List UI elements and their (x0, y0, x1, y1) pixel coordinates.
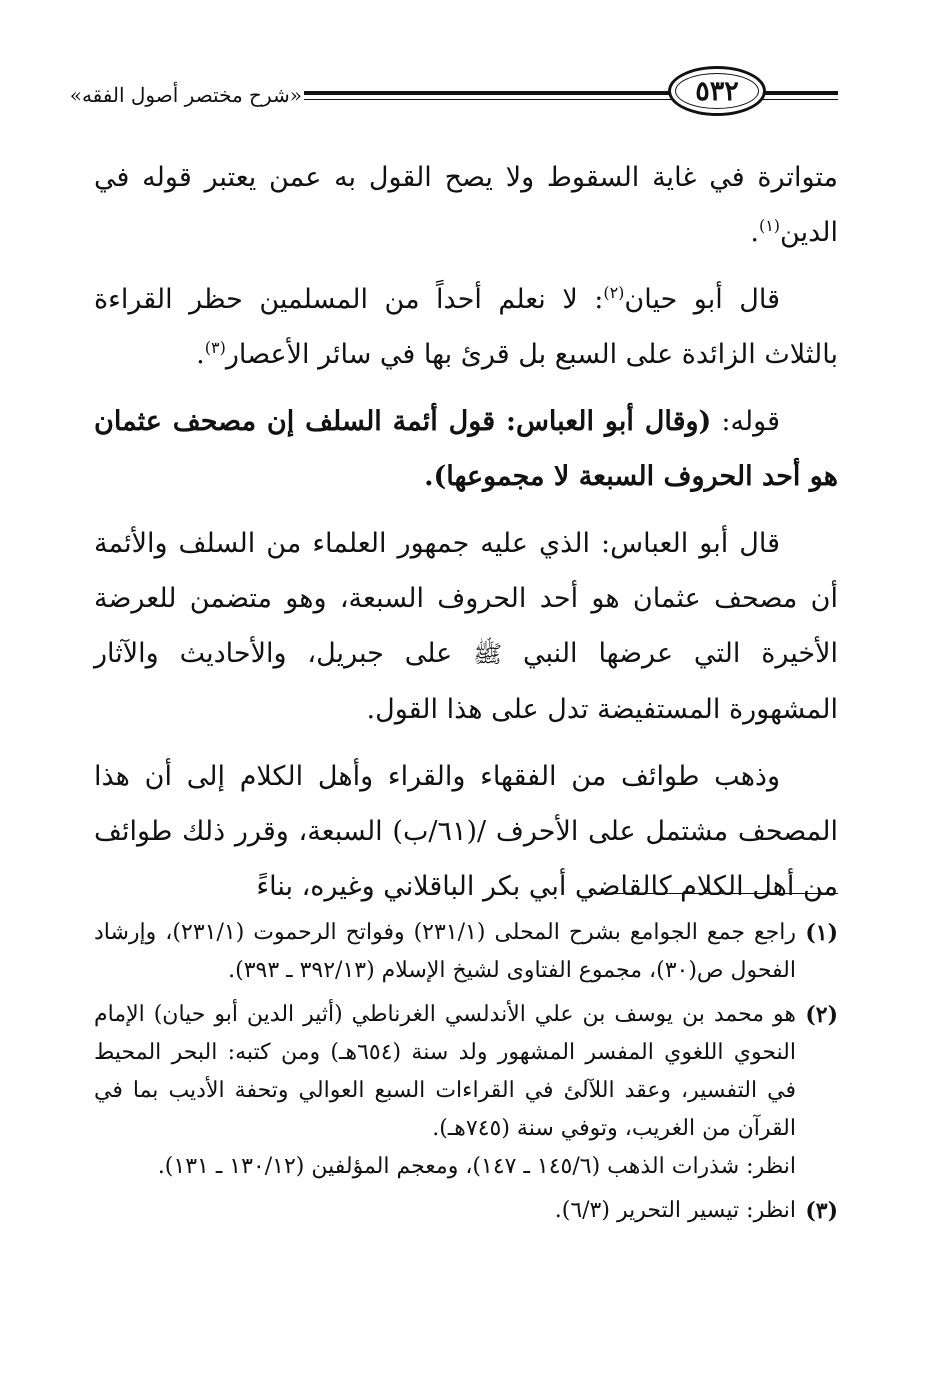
paragraph-2 (94, 272, 838, 382)
footnote-separator (592, 893, 838, 894)
paragraph-text: وذهب طوائف من الفقهاء والقراء وأهل الكلام إلى أن هذا المصحف مشتمل على الأحرف /(٦١/ب) السبعة، وقرر ذلك طوائف من أهل الكلام كالقاضي أبي بكر الباقلاني وغيره، بناءً (94, 761, 838, 902)
footnote-body (94, 996, 796, 1186)
paragraph-3 (94, 394, 838, 504)
header-rule (304, 91, 672, 95)
header-rule (762, 91, 838, 95)
paragraph-text: قال أبو حيان (624, 284, 780, 315)
header-rule (304, 99, 672, 100)
footnote-number: (١) (805, 920, 838, 946)
paragraph-text: : لا نعلم أحداً من المسلمين حظر القراءة بالثلاث الزائدة على السبع بل قرئ بها في سائر الأعصار (94, 284, 838, 370)
paragraph-end: . (750, 217, 759, 248)
book-title: «شرح مختصر أصول الفقه» (69, 83, 302, 107)
footnote-text: انظر: تيسير التحرير (٦/٣). (554, 1198, 796, 1223)
footnote-ref[interactable]: (١) (758, 216, 781, 235)
main-text (94, 150, 838, 926)
footnote-ref[interactable]: (٣) (204, 338, 226, 357)
footnote-source: انظر: شذرات الذهب (١٤٥/٦ ـ ١٤٧)، ومعجم المؤلفين (١٣٠/١٢ ـ ١٣١). (157, 1154, 796, 1179)
paragraph-5 (94, 749, 838, 914)
page-number-frame (668, 66, 766, 116)
page-number: ٥٣٢ (695, 75, 739, 107)
header-rule (762, 99, 838, 100)
paragraph-text: قال أبو العباس: الذي عليه جمهور العلماء من السلف والأئمة أن مصحف عثمان هو أحد الحروف السبعة، وهو متضمن للعرضة الأخيرة التي عرضها النبي (94, 528, 838, 669)
footnote-ref[interactable]: (٢) (603, 283, 625, 302)
paragraph-4 (94, 516, 838, 737)
footnote-text: راجع جمع الجوامع بشرح المحلى (٢٣١/١) وفواتح الرحموت (٢٣١/١)، وإرشاد الفحول ص(٣٠)، مجموع الفتاوى لشيخ الإسلام (٣٩٢/١٣ ـ ٣٩٣). (94, 920, 796, 983)
footnote-1 (94, 914, 838, 990)
footnote-text: هو محمد بن يوسف بن علي الأندلسي الغرناطي (أثير الدين أبو حيان) الإمام النحوي اللغوي المفسر المشهور ولد سنة (٦٥٤هـ) ومن كتبه: البحر المحيط في التفسير، وعقد اللآلئ في القراءات السبع العوالي وتحفة الأديب بما في القرآن من الغريب، وتوفي سنة (٧٤٥هـ). (94, 1002, 796, 1141)
footnote-3 (94, 1192, 838, 1230)
salutation-glyph: ﷺ (473, 640, 503, 668)
paragraph-end: . (196, 339, 205, 370)
footnotes (94, 914, 838, 1236)
footnote-number: (٢) (805, 1002, 838, 1028)
footnote-number: (٣) (805, 1198, 838, 1224)
quoted-matn: (وقال أبو العباس: قول أئمة السلف إن مصحف عثمان هو أحد الحروف السبعة لا مجموعها). (94, 406, 838, 492)
paragraph-text: متواترة في غاية السقوط ولا يصح القول به عمن يعتبر قوله في الدين (94, 162, 838, 248)
paragraph-text: على جبريل، والأحاديث والآثار المشهورة المستفيضة تدل على هذا القول. (94, 638, 838, 725)
footnote-2 (94, 996, 838, 1186)
paragraph-1 (94, 150, 838, 260)
quote-lead: قوله: (711, 406, 780, 437)
